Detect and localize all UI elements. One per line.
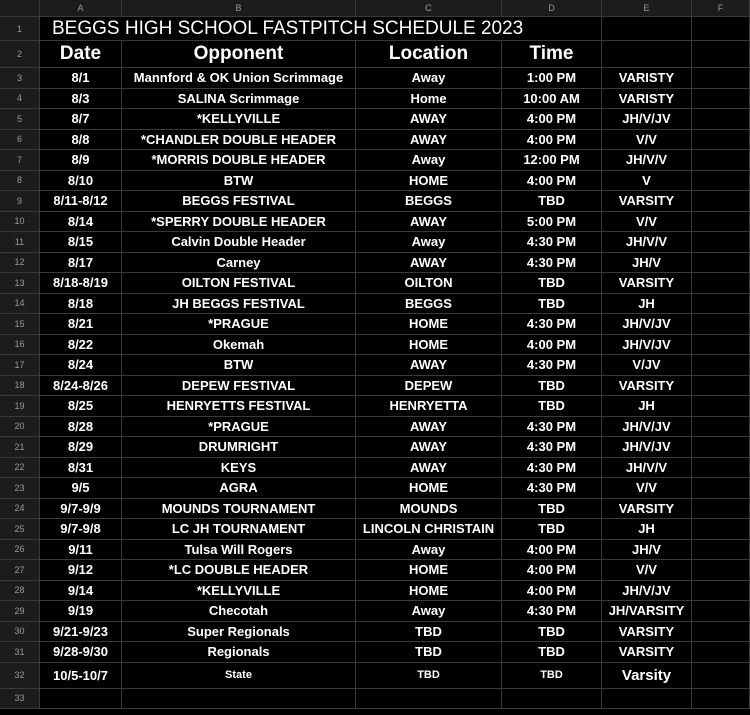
cell[interactable] [692, 109, 750, 129]
level-cell[interactable]: JH/V/JV [602, 335, 692, 355]
date-cell[interactable]: 9/7-9/9 [40, 499, 122, 519]
row-number[interactable]: 28 [0, 581, 40, 601]
table-row [0, 253, 750, 274]
date-cell[interactable]: 8/8 [40, 130, 122, 150]
cell[interactable] [692, 499, 750, 519]
opponent-cell[interactable]: AGRA [122, 478, 356, 498]
table-row [0, 232, 750, 253]
time-cell[interactable]: 4:00 PM [502, 171, 602, 191]
time-cell[interactable]: TBD [502, 376, 602, 396]
location-cell[interactable]: AWAY [356, 109, 502, 129]
level-cell[interactable]: VARISTY [602, 89, 692, 109]
level-cell[interactable]: JH/V/JV [602, 417, 692, 437]
title-row [0, 17, 750, 41]
cell[interactable] [692, 294, 750, 314]
level-cell[interactable]: JH/V/V [602, 232, 692, 252]
date-cell[interactable]: 9/5 [40, 478, 122, 498]
opponent-cell[interactable]: *MORRIS DOUBLE HEADER [122, 150, 356, 170]
row-number[interactable]: 10 [0, 212, 40, 232]
row-number[interactable]: 29 [0, 601, 40, 621]
time-cell[interactable]: TBD [502, 519, 602, 539]
cell[interactable] [692, 89, 750, 109]
opponent-cell[interactable]: Super Regionals [122, 622, 356, 642]
date-cell[interactable]: 8/11-8/12 [40, 191, 122, 211]
level-cell[interactable]: JH [602, 396, 692, 416]
opponent-cell[interactable]: *CHANDLER DOUBLE HEADER [122, 130, 356, 150]
cell[interactable] [692, 41, 750, 67]
table-row [0, 171, 750, 192]
date-cell[interactable]: 9/28-9/30 [40, 642, 122, 662]
time-cell[interactable]: 1:00 PM [502, 68, 602, 88]
location-cell[interactable]: AWAY [356, 458, 502, 478]
location-cell[interactable]: HOME [356, 478, 502, 498]
date-cell[interactable]: 9/21-9/23 [40, 622, 122, 642]
level-cell[interactable]: V/V [602, 212, 692, 232]
location-cell[interactable]: BEGGS [356, 191, 502, 211]
cell[interactable] [692, 663, 750, 688]
corner-cell[interactable] [0, 0, 40, 16]
schedule-title[interactable]: BEGGS HIGH SCHOOL FASTPITCH SCHEDULE 2023 [40, 17, 602, 40]
opponent-cell[interactable]: *KELLYVILLE [122, 109, 356, 129]
opponent-cell[interactable]: Tulsa Will Rogers [122, 540, 356, 560]
opponent-cell[interactable]: Calvin Double Header [122, 232, 356, 252]
time-cell[interactable]: 4:00 PM [502, 581, 602, 601]
cell[interactable] [692, 212, 750, 232]
level-cell[interactable]: VARSITY [602, 622, 692, 642]
location-cell[interactable]: AWAY [356, 437, 502, 457]
table-row [0, 499, 750, 520]
level-cell[interactable]: V/V [602, 130, 692, 150]
row-number[interactable]: 5 [0, 109, 40, 129]
cell[interactable] [692, 376, 750, 396]
level-cell[interactable]: VARSITY [602, 273, 692, 293]
date-cell[interactable]: 8/9 [40, 150, 122, 170]
row-number[interactable]: 16 [0, 335, 40, 355]
cell[interactable] [356, 689, 502, 708]
location-cell[interactable]: HENRYETTA [356, 396, 502, 416]
level-cell[interactable]: JH [602, 294, 692, 314]
row-number[interactable]: 31 [0, 642, 40, 662]
opponent-cell[interactable]: *PRAGUE [122, 314, 356, 334]
date-cell[interactable]: 9/7-9/8 [40, 519, 122, 539]
location-cell[interactable]: Away [356, 540, 502, 560]
location-cell[interactable]: Away [356, 68, 502, 88]
time-cell[interactable]: TBD [502, 191, 602, 211]
cell[interactable] [692, 642, 750, 662]
opponent-cell[interactable]: DEPEW FESTIVAL [122, 376, 356, 396]
header-location[interactable]: Location [356, 41, 502, 67]
table-row [0, 314, 750, 335]
empty-row [0, 689, 750, 709]
location-cell[interactable]: TBD [356, 622, 502, 642]
table-row [0, 130, 750, 151]
date-cell[interactable]: 8/22 [40, 335, 122, 355]
location-cell[interactable]: AWAY [356, 417, 502, 437]
table-row [0, 212, 750, 233]
opponent-cell[interactable]: Regionals [122, 642, 356, 662]
table-row [0, 417, 750, 438]
table-row [0, 109, 750, 130]
header-row [0, 41, 750, 68]
time-cell[interactable]: 4:30 PM [502, 458, 602, 478]
location-cell[interactable]: AWAY [356, 130, 502, 150]
row-number[interactable]: 20 [0, 417, 40, 437]
opponent-cell[interactable]: HENRYETTS FESTIVAL [122, 396, 356, 416]
cell[interactable] [692, 130, 750, 150]
opponent-cell[interactable]: Okemah [122, 335, 356, 355]
location-cell[interactable]: AWAY [356, 253, 502, 273]
cell[interactable] [692, 17, 750, 40]
date-cell[interactable]: 8/24 [40, 355, 122, 375]
opponent-cell[interactable]: *KELLYVILLE [122, 581, 356, 601]
table-row [0, 663, 750, 689]
cell[interactable] [692, 689, 750, 708]
table-row [0, 273, 750, 294]
cell[interactable] [692, 437, 750, 457]
time-cell[interactable]: TBD [502, 294, 602, 314]
row-number[interactable]: 11 [0, 232, 40, 252]
location-cell[interactable]: HOME [356, 560, 502, 580]
opponent-cell[interactable]: SALINA Scrimmage [122, 89, 356, 109]
time-cell[interactable]: 4:30 PM [502, 232, 602, 252]
row-number[interactable]: 3 [0, 68, 40, 88]
opponent-cell[interactable]: JH BEGGS FESTIVAL [122, 294, 356, 314]
cell[interactable] [502, 689, 602, 708]
row-number[interactable]: 25 [0, 519, 40, 539]
column-header-d[interactable]: D [502, 0, 602, 16]
cell[interactable] [692, 253, 750, 273]
time-cell[interactable]: 4:30 PM [502, 417, 602, 437]
level-cell[interactable]: JH/V/JV [602, 581, 692, 601]
header-opponent[interactable]: Opponent [122, 41, 356, 67]
table-row [0, 68, 750, 89]
cell[interactable] [692, 540, 750, 560]
row-number[interactable]: 1 [0, 17, 40, 40]
level-cell[interactable]: VARSITY [602, 642, 692, 662]
row-number[interactable]: 24 [0, 499, 40, 519]
date-cell[interactable]: 8/18-8/19 [40, 273, 122, 293]
level-cell[interactable]: JH/V/JV [602, 109, 692, 129]
time-cell[interactable]: 4:00 PM [502, 109, 602, 129]
level-cell[interactable]: V/V [602, 560, 692, 580]
table-row [0, 458, 750, 479]
table-row [0, 355, 750, 376]
column-header-c[interactable]: C [356, 0, 502, 16]
date-cell[interactable]: 8/14 [40, 212, 122, 232]
time-cell[interactable]: 4:30 PM [502, 355, 602, 375]
table-row [0, 89, 750, 110]
date-cell[interactable]: 8/10 [40, 171, 122, 191]
level-cell[interactable]: VARISTY [602, 68, 692, 88]
opponent-cell[interactable]: Mannford & OK Union Scrimmage [122, 68, 356, 88]
location-cell[interactable]: OILTON [356, 273, 502, 293]
column-header-e[interactable]: E [602, 0, 692, 16]
table-row [0, 294, 750, 315]
cell[interactable] [692, 335, 750, 355]
cell[interactable] [692, 478, 750, 498]
cell[interactable] [40, 689, 122, 708]
level-cell[interactable]: JH/V [602, 540, 692, 560]
row-number[interactable]: 21 [0, 437, 40, 457]
time-cell[interactable]: 10:00 AM [502, 89, 602, 109]
location-cell[interactable]: AWAY [356, 212, 502, 232]
time-cell[interactable]: 5:00 PM [502, 212, 602, 232]
column-header-b[interactable]: B [122, 0, 356, 16]
table-row [0, 376, 750, 397]
opponent-cell[interactable]: BTW [122, 171, 356, 191]
row-number[interactable]: 6 [0, 130, 40, 150]
cell[interactable] [602, 17, 692, 40]
time-cell[interactable]: TBD [502, 642, 602, 662]
cell[interactable] [692, 417, 750, 437]
row-number[interactable]: 33 [0, 689, 40, 708]
schedule-rows [0, 68, 750, 663]
location-cell[interactable]: HOME [356, 314, 502, 334]
location-cell[interactable]: MOUNDS [356, 499, 502, 519]
date-cell[interactable]: 8/18 [40, 294, 122, 314]
date-cell[interactable]: 8/31 [40, 458, 122, 478]
level-cell[interactable]: JH/V/V [602, 150, 692, 170]
opponent-cell[interactable]: KEYS [122, 458, 356, 478]
row-number[interactable]: 9 [0, 191, 40, 211]
level-cell[interactable]: VARSITY [602, 499, 692, 519]
header-time[interactable]: Time [502, 41, 602, 67]
level-cell[interactable]: V [602, 171, 692, 191]
table-row [0, 622, 750, 643]
time-cell[interactable]: 4:30 PM [502, 478, 602, 498]
date-cell[interactable]: 8/21 [40, 314, 122, 334]
location-cell[interactable]: AWAY [356, 355, 502, 375]
row-number[interactable]: 7 [0, 150, 40, 170]
row-number[interactable]: 18 [0, 376, 40, 396]
cell[interactable] [692, 519, 750, 539]
cell[interactable] [692, 150, 750, 170]
opponent-cell[interactable]: OILTON FESTIVAL [122, 273, 356, 293]
level-cell[interactable]: JH/V/JV [602, 437, 692, 457]
row-number[interactable]: 30 [0, 622, 40, 642]
cell[interactable] [692, 68, 750, 88]
header-level[interactable] [602, 41, 692, 67]
row-number[interactable]: 12 [0, 253, 40, 273]
opponent-cell[interactable]: *SPERRY DOUBLE HEADER [122, 212, 356, 232]
level-cell[interactable]: VARSITY [602, 191, 692, 211]
cell[interactable] [692, 601, 750, 621]
table-row [0, 150, 750, 171]
level-cell[interactable]: JH/VARSITY [602, 601, 692, 621]
level-cell[interactable]: JH/V/V [602, 458, 692, 478]
date-cell[interactable]: 8/3 [40, 89, 122, 109]
table-row [0, 540, 750, 561]
opponent-cell[interactable]: DRUMRIGHT [122, 437, 356, 457]
cell[interactable] [692, 314, 750, 334]
opponent-cell[interactable]: Checotah [122, 601, 356, 621]
location-cell[interactable]: Away [356, 150, 502, 170]
row-number[interactable]: 2 [0, 41, 40, 67]
location-cell[interactable]: BEGGS [356, 294, 502, 314]
date-cell[interactable]: 9/14 [40, 581, 122, 601]
table-row [0, 519, 750, 540]
row-number[interactable]: 15 [0, 314, 40, 334]
time-cell[interactable]: 4:00 PM [502, 560, 602, 580]
location-cell[interactable]: Home [356, 89, 502, 109]
cell[interactable] [122, 689, 356, 708]
opponent-cell[interactable]: BEGGS FESTIVAL [122, 191, 356, 211]
time-cell[interactable]: TBD [502, 663, 602, 688]
row-number[interactable]: 32 [0, 663, 40, 688]
date-cell[interactable]: 9/12 [40, 560, 122, 580]
table-row [0, 396, 750, 417]
cell[interactable] [692, 232, 750, 252]
level-cell[interactable]: JH/V/JV [602, 314, 692, 334]
date-cell[interactable]: 8/28 [40, 417, 122, 437]
time-cell[interactable]: 4:30 PM [502, 314, 602, 334]
level-cell[interactable]: JH [602, 519, 692, 539]
cell[interactable] [692, 458, 750, 478]
level-cell[interactable]: Varsity [602, 663, 692, 688]
time-cell[interactable]: 4:30 PM [502, 601, 602, 621]
location-cell[interactable]: HOME [356, 335, 502, 355]
location-cell[interactable]: LINCOLN CHRISTAIN [356, 519, 502, 539]
opponent-cell[interactable]: *LC DOUBLE HEADER [122, 560, 356, 580]
date-cell[interactable]: 8/29 [40, 437, 122, 457]
level-cell[interactable]: V/JV [602, 355, 692, 375]
opponent-cell[interactable]: Carney [122, 253, 356, 273]
cell[interactable] [692, 273, 750, 293]
table-row [0, 581, 750, 602]
time-cell[interactable]: 4:00 PM [502, 335, 602, 355]
table-row [0, 560, 750, 581]
row-number[interactable]: 27 [0, 560, 40, 580]
row-number[interactable]: 26 [0, 540, 40, 560]
row-number[interactable]: 13 [0, 273, 40, 293]
row-number[interactable]: 14 [0, 294, 40, 314]
row-number[interactable]: 23 [0, 478, 40, 498]
date-cell[interactable]: 8/1 [40, 68, 122, 88]
column-header-f[interactable]: F [692, 0, 750, 16]
row-number[interactable]: 19 [0, 396, 40, 416]
column-header-a[interactable]: A [40, 0, 122, 16]
row-number[interactable]: 4 [0, 89, 40, 109]
location-cell[interactable]: HOME [356, 581, 502, 601]
time-cell[interactable]: 4:00 PM [502, 540, 602, 560]
column-header-bar [0, 0, 750, 17]
cell[interactable] [692, 560, 750, 580]
level-cell[interactable]: JH/V [602, 253, 692, 273]
table-row [0, 601, 750, 622]
location-cell[interactable]: DEPEW [356, 376, 502, 396]
table-row [0, 642, 750, 663]
row-number[interactable]: 17 [0, 355, 40, 375]
opponent-cell[interactable]: LC JH TOURNAMENT [122, 519, 356, 539]
cell[interactable] [602, 689, 692, 708]
date-cell[interactable]: 8/17 [40, 253, 122, 273]
date-cell[interactable]: 8/15 [40, 232, 122, 252]
time-cell[interactable]: 4:30 PM [502, 253, 602, 273]
row-number[interactable]: 8 [0, 171, 40, 191]
time-cell[interactable]: 4:30 PM [502, 437, 602, 457]
date-cell[interactable]: 10/5-10/7 [40, 663, 122, 688]
cell[interactable] [692, 355, 750, 375]
level-cell[interactable]: VARSITY [602, 376, 692, 396]
header-date[interactable]: Date [40, 41, 122, 67]
location-cell[interactable]: Away [356, 601, 502, 621]
opponent-cell[interactable]: BTW [122, 355, 356, 375]
level-cell[interactable]: V/V [602, 478, 692, 498]
date-cell[interactable]: 8/24-8/26 [40, 376, 122, 396]
cell[interactable] [692, 581, 750, 601]
table-row [0, 335, 750, 356]
cell[interactable] [692, 622, 750, 642]
table-row [0, 191, 750, 212]
date-cell[interactable]: 8/7 [40, 109, 122, 129]
opponent-cell[interactable]: State [122, 663, 356, 688]
date-cell[interactable]: 9/11 [40, 540, 122, 560]
opponent-cell[interactable]: *PRAGUE [122, 417, 356, 437]
date-cell[interactable]: 9/19 [40, 601, 122, 621]
time-cell[interactable]: TBD [502, 622, 602, 642]
cell[interactable] [692, 171, 750, 191]
time-cell[interactable]: 4:00 PM [502, 130, 602, 150]
time-cell[interactable]: TBD [502, 273, 602, 293]
cell[interactable] [692, 191, 750, 211]
table-row [0, 437, 750, 458]
date-cell[interactable]: 8/25 [40, 396, 122, 416]
time-cell[interactable]: 12:00 PM [502, 150, 602, 170]
location-cell[interactable]: TBD [356, 663, 502, 688]
table-row [0, 478, 750, 499]
row-number[interactable]: 22 [0, 458, 40, 478]
location-cell[interactable]: TBD [356, 642, 502, 662]
cell[interactable] [692, 396, 750, 416]
opponent-cell[interactable]: MOUNDS TOURNAMENT [122, 499, 356, 519]
time-cell[interactable]: TBD [502, 396, 602, 416]
location-cell[interactable]: Away [356, 232, 502, 252]
time-cell[interactable]: TBD [502, 499, 602, 519]
location-cell[interactable]: HOME [356, 171, 502, 191]
